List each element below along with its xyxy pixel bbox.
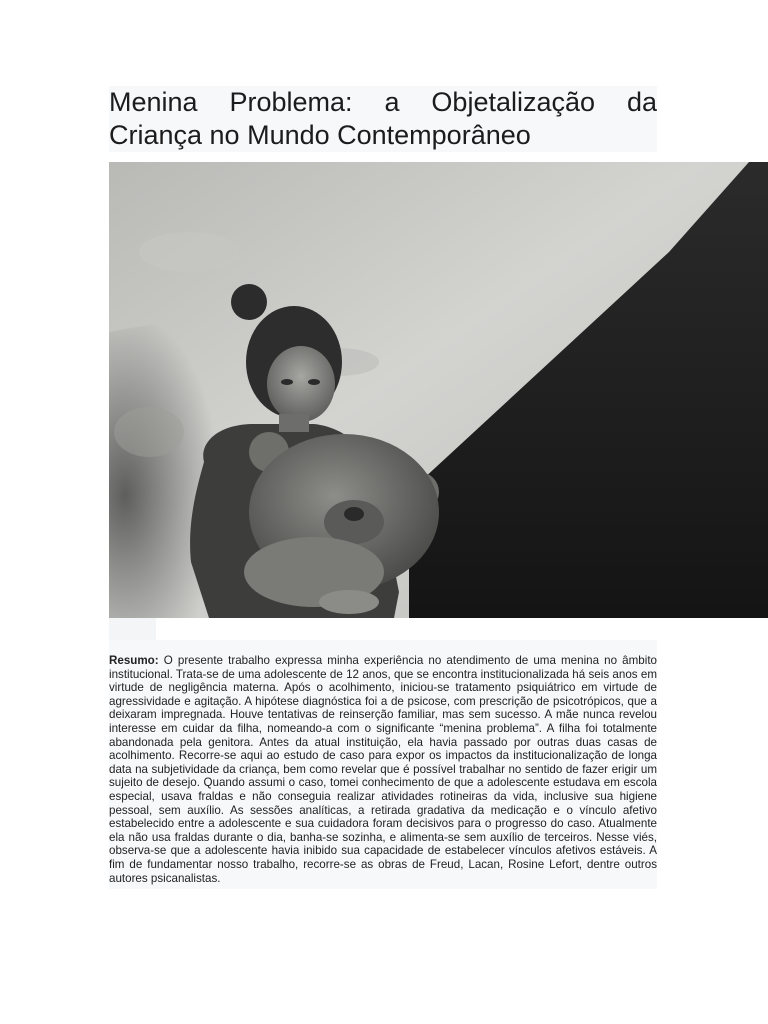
cover-photo: [109, 162, 768, 618]
photo-bottom-strip: [109, 618, 156, 640]
photo-illustration: [109, 162, 768, 618]
abstract-paragraph: [109, 654, 657, 885]
abstract-label: Resumo:: [109, 654, 159, 667]
abstract-text: O presente trabalho expressa minha experiência no atendimento de uma menina no âmbito institucional. Trata-se de uma adolescente de 12 anos, que se encontra institucionalizada há seis anos em virtude de negligência materna. Após o acolhimento, iniciou-se tratamento psiquiátrico em virtude de agressividade e agitação. A hipótese diagnóstica foi a de psicose, com prescrição de psicotrópicos, que a deixaram impregnada. Houve tentativas de reinserção familiar, mas sem sucesso. A mãe nunca revelou interesse em cuidar da filha, nomeando-a com o significante “menina problema”. A filha foi totalmente abandonada pela genitora. Antes da atual instituição, ela havia passado por outras duas casas de acolhimento. Recorre-se aqui ao estudo de caso para expor os impactos da institucionalização de longa data na subjetividade da criança, bem como revelar que é possível trabalhar no sentido de fazer erigir um sujeito de desejo. Quando assumi o caso, tomei conhecimento de que a adolescente estudava em escola especial, usava fraldas e não conseguia realizar atividades rotineiras da vida, inclusive sua higiene pessoal, sem auxílio. As sessões analíticas, a retirada gradativa da medicação e o vínculo afetivo estabelecido entre a adolescente e sua cuidadora foram decisivos para o progresso do caso. Atualmente ela não usa fraldas durante o dia, banha-se sozinha, e alimenta-se sem auxílio de terceiros. Nesse viés, observa-se que a adolescente havia inibido sua capacidade de estabelecer vínculos afetivos estáveis. A fim de fundamentar nosso trabalho, recorre-se as obras de Freud, Lacan, Rosine Lefort, dentre outros autores psicanalistas.: [109, 654, 657, 885]
document-title: Menina Problema: a Objetalização da Criança no Mundo Contemporâneo: [109, 87, 657, 150]
title-block: [109, 86, 657, 152]
abstract-block: [109, 640, 657, 889]
